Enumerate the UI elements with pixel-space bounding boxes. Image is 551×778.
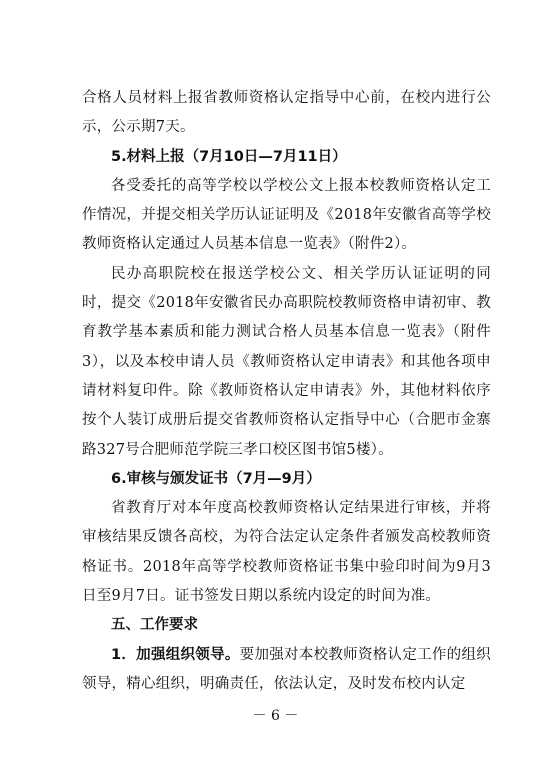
paragraph-organization — [82, 641, 491, 700]
paragraph-private-college: 民办高职院校在报送学校公文、相关学历认证证明的同时，提交《2018年安徽省民办高职院校教师资格申请初审、教育教学基本素质和能力测试合格人员基本信息一览表》（附件3），以及本校申请人员《教师资格认定申请表》和其他各项申请材料复印件。除《教师资格认定申请表》外，其他材料依序按个人装订成册后提交省教师资格认定指导中心（合肥市金寨路327号合肥师范学院三孝口校区图书馆5楼）。 — [82, 265, 491, 458]
heading-section-five: 五、工作要求 — [111, 617, 198, 634]
paragraph-review: 省教育厅对本年度高校教师资格认定结果进行审核，并将审核结果反馈各高校，为符合法定认定条件者颁发高校教师资格证书。2018年高等学校教师资格证书集中验印时间为9月3日至9月7日。证书签发日期以系统内设定的时间为准。 — [82, 500, 491, 605]
page-number: － 6 － — [252, 708, 299, 724]
heading-review-certificate: 6.审核与颁发证书（7月—9月） — [111, 470, 321, 487]
paragraph-lead: 1．加强组织领导。 — [111, 646, 240, 663]
heading-material-submission: 5.材料上报（7月10日—7月11日） — [111, 148, 347, 165]
paragraph-continuation: 合格人员材料上报省教师资格认定指导中心前，在校内进行公示，公示期7天。 — [82, 90, 491, 136]
paragraph-body: 要加强对本校教师资格认定工作的组织领导，精心组织，明确责任，依法认定，及时发布校内认定 — [82, 646, 492, 692]
paragraph-university-report: 各受委托的高等学校以学校公文上报本校教师资格认定工作情况，并提交相关学历认证证明及《2018年安徽省高等学校教师资格认定通过人员基本信息一览表》（附件2）。 — [82, 177, 491, 253]
